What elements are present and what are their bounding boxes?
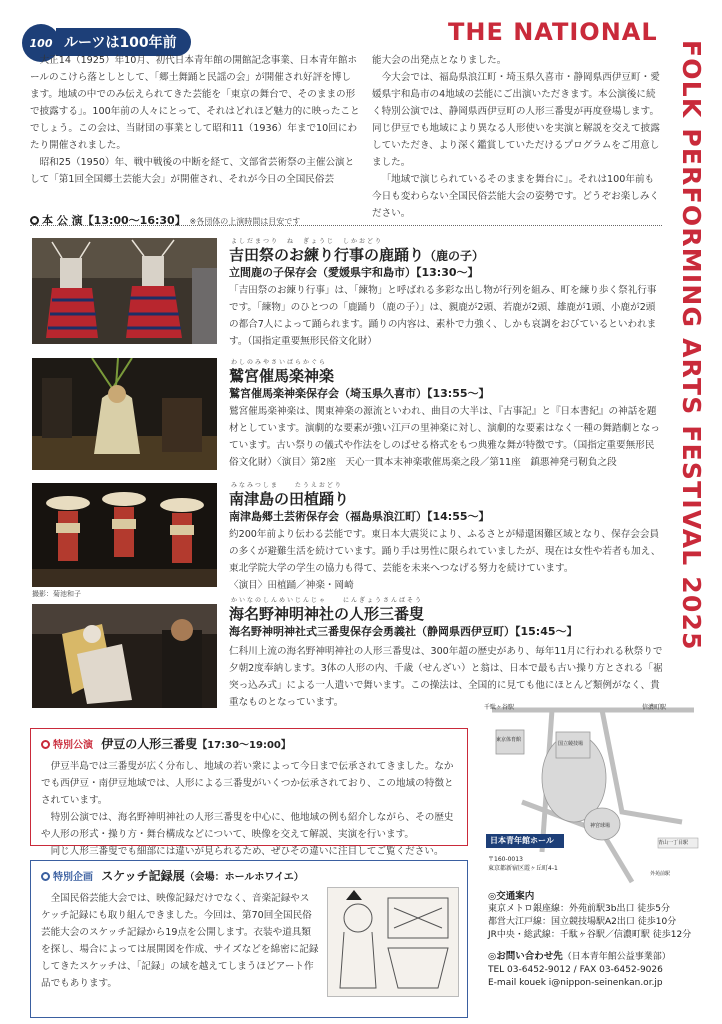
- sketch-exhibition-box: [30, 860, 468, 1018]
- program-ruby: みなみつしま たうえおどり: [231, 482, 343, 489]
- intro-column-1: [30, 52, 360, 188]
- program-ruby: よしだまつり ね ぎょうじ しかおどり: [231, 238, 384, 245]
- special-title: 伊豆の人形三番叟: [101, 737, 198, 751]
- map-label-hall: 日本青年館ホール: [490, 836, 554, 845]
- intro-paragraph: 昭和25（1950）年、戦中戦後の中断を経て、文部省芸術祭の主催公演として「第1回全国郷土芸能大会」が開催され、それが今日の全国民俗芸: [30, 157, 355, 185]
- sketch-paragraph: 全国民俗芸能大会では、映像記録だけでなく、音楽記録やスケッチ記録にも取り組んできました。今回は、第70回全国民俗芸能大会のスケッチ記録から19点を公開します。衣装や道具類を探し、場合によっては展開図を作成、サイズなどを綿密に記録してきたスケッチは、「記録」の域を越えてしまうほどアート作品でもあります。: [41, 893, 319, 989]
- program-title: [229, 365, 334, 386]
- access-info: [488, 890, 691, 990]
- intro-column-2: [372, 52, 660, 222]
- photo-credit: 撮影：菊池和子: [32, 590, 81, 598]
- map-address: 東京都新宿区霞ヶ丘町4-1: [488, 865, 558, 872]
- program-title-text: 海名野神明神社の人形三番叟: [229, 605, 425, 623]
- program-title-text: 吉田祭のお練り行事の鹿踊り: [229, 246, 425, 264]
- program-title: [229, 244, 484, 265]
- map-label-tokyo-gym: 東京体育館: [496, 737, 522, 743]
- program-ruby: わしのみやさいばらかぐら: [231, 359, 328, 366]
- special-time: 【17:30〜19:00】: [197, 740, 291, 751]
- access-line: 東京メトロ銀座線：外苑前駅3b出口 徒歩5分: [488, 904, 671, 914]
- program-repertoire: 〈演目〉田植踊／神楽・岡崎: [229, 580, 354, 591]
- access-heading: ◎交通案内: [488, 891, 535, 902]
- program-title-suffix: （鹿の子）: [424, 249, 485, 263]
- program-photo-shika: [32, 238, 217, 344]
- roots-title: ルーツは100年前: [56, 28, 191, 56]
- program-description: 「吉田祭のお練り行事」は、「練物」と呼ばれる多彩な出し物が行列を組み、町を練り歩く祭礼行事です。「練物」のひとつの「鹿踊り（鹿の子）」は、親鹿が2頭、若鹿が2頭、雄鹿が1頭、小鹿が2頭の都合7人によって踊られます。踊りの内容は、素朴で力強く、しかも哀調をおびているといわれます。（国指定重要無形民俗文化財）: [229, 285, 657, 347]
- festival-vertical-text: FOLK PERFORMING ARTS FESTIVAL 2025: [677, 40, 706, 651]
- intro-paragraph: 大正14（1925）年10月、初代日本青年館の開館記念事業、日本青年館ホールのこけら落としとして、「郷土舞踊と民謡の会」が開催され好評を博します。地域の中でのみ伝えられてきた芸能を「東京の舞台で、そのままの形で披露する」。100年前の人々にとって、それはどれほど魅力的に映ったことでしょう。この会は、当財団の事業として昭和11（1936）年まで10回にわたり開催されました。: [30, 55, 360, 151]
- special-heading: [41, 735, 457, 752]
- map-label-sendagaya: 千駄ヶ谷駅: [484, 704, 515, 711]
- map-address-zip: 〒160-0013: [488, 856, 523, 863]
- map-label-shinanomachi: 信濃町駅: [642, 704, 667, 711]
- circle-bullet-icon: [30, 216, 39, 225]
- program-ruby: かいなのしんめいじんじゃ にんぎょうさんばそう: [231, 597, 424, 604]
- contact-email[interactable]: E-mail kouek i@nippon-seinenkan.or.jp: [488, 978, 663, 988]
- program-group: 南津島郷土芸術保存会（福島県浪江町）【14:55〜】: [229, 510, 490, 523]
- map-label-aoyama: 青山一丁目駅: [658, 840, 689, 846]
- main-label: 本 公 演: [42, 214, 83, 227]
- contact-heading: ◎お問い合わせ先（日本青年館公益事業部）: [488, 951, 671, 962]
- special-performance-box: [30, 728, 468, 857]
- sketch-label: 特別企画: [53, 872, 93, 883]
- festival-vertical-title: [672, 40, 712, 651]
- festival-title: THE NATIONAL: [448, 18, 658, 46]
- contact-tel: TEL 03-6452-9012 / FAX 03-6452-9026: [488, 965, 663, 975]
- map-label-jingu-baseball: 神宮球場: [590, 823, 611, 829]
- program-group: 海名野神明神社式三番叟保存会勇義社（静岡県西伊豆町）【15:45〜】: [229, 625, 578, 638]
- program-photo-sanbaso: [32, 604, 217, 708]
- program-title: [229, 488, 349, 509]
- 100-years-badge: 100: [22, 24, 60, 62]
- access-line: 都営大江戸線：国立競技場駅A2出口 徒歩10分: [488, 917, 677, 927]
- sketch-heading: [41, 867, 457, 884]
- program-photo-taue: [32, 483, 217, 587]
- main-time: 【13:00〜16:30】: [82, 214, 186, 227]
- program-description: 仁科川上流の海名野神明神社の人形三番叟は、300年超の歴史があり、毎年11月に行われる秋祭りで夕朝2度奉納します。3体の人形の内、千歳（せんざい）と翁は、日本で最も古い操り方とされる「裾突っ込み式」による一人遣いで舞います。この操法は、全国的に見ても他にほとんど類例がなく、貴重なものとなっています。: [229, 646, 663, 708]
- special-label: 特別公演: [53, 740, 93, 751]
- program-group: 立間鹿の子保存会（愛媛県宇和島市）【13:30〜】: [229, 266, 479, 279]
- program-group: 鷲宮催馬楽神楽保存会（埼玉県久喜市）【13:55〜】: [229, 387, 490, 400]
- program-description: 鷲宮催馬楽神楽は、関東神楽の源流といわれ、曲目の大半は、『古事記』と『日本書紀』の神話を題材としています。演劇的な要素が強い江戸の里神楽に対し、演劇的な要素はなく一種の舞踏劇となっています。古い祭りの儀式や作法をしのばせる格式をもつ典雅な舞が特徴です。（国指定重要無形民俗文化財）〈演目〉第2座 天心一貫本末神楽歌催馬楽之段／第11座 鎮悪神発弓靭負之段: [229, 406, 660, 468]
- program-photo-kagura: [32, 358, 217, 470]
- circle-bullet-icon: [41, 872, 50, 881]
- circle-bullet-icon: [41, 740, 50, 749]
- program-title-text: 南津島の田植踊り: [229, 490, 350, 508]
- access-line: JR中央・総武線：千駄ヶ谷駅／信濃町駅 徒歩12分: [488, 930, 692, 940]
- sketch-illustration: [327, 887, 459, 997]
- main-note: ※各団体の上演時間は目安です: [189, 217, 301, 226]
- sketch-title: スケッチ記録展: [101, 869, 185, 883]
- divider: [30, 225, 662, 226]
- program-title: [229, 603, 424, 624]
- special-paragraph: 同じ人形三番叟でも細部には違いが見られるため、ぜひその違いに注目してご覧ください。: [50, 846, 444, 857]
- program-title-text: 鷲宮催馬楽神楽: [229, 367, 335, 385]
- intro-paragraph: 今大会では、福島県浪江町・埼玉県久喜市・静岡県西伊豆町・愛媛県宇和島市の4地域の芸能にご出演いただきます。本公演後に続く特別公演では、静岡県西伊豆町の人形三番叟が再度登場します。同じ伊豆でも地域により異なる人形使いを実演と解説を交えて披露していただき、より深く鑑賞していただけるプログラムをご用意しました。: [372, 72, 660, 168]
- special-paragraph: 伊豆半島では三番叟が広く分布し、地域の若い衆によって今日まで伝承されてきました。なかでも西伊豆・南伊豆地域では、人形による三番叟がいくつか伝承されており、この地域の特徴とされています。: [41, 761, 454, 806]
- program-description: 約200年前より伝わる芸能です。東日本大震災により、ふるさとが帰還困難区域となり、保存会会員の多くが避難生活を続けています。踊り手は男性に限られていましたが、現在は女性や若者も加え、東北学院大学の学生の協力も得て、芸能を未来へつなげる努力を続けています。: [229, 529, 661, 574]
- special-paragraph: 特別公演では、海名野神明神社の人形三番叟を中心に、他地域の例も紹介しながら、その歴史や人形の形式・操り方・舞台構成などについて、映像を交えて解説、実演を行います。: [41, 812, 454, 840]
- intro-paragraph: 能大会の出発点となりました。: [372, 55, 507, 66]
- intro-paragraph: 「地域で演じられているそのままを舞台に」。それは100年前も今日も変わらない全国民俗芸能大会の姿勢です。どうぞお楽しみください。: [372, 174, 660, 219]
- map-label-stadium: 国立競技場: [558, 741, 584, 747]
- map-label-gaienmae: 外苑前駅: [650, 871, 671, 877]
- access-map: [482, 702, 704, 888]
- sketch-venue: （会場：ホールホワイエ）: [184, 872, 304, 883]
